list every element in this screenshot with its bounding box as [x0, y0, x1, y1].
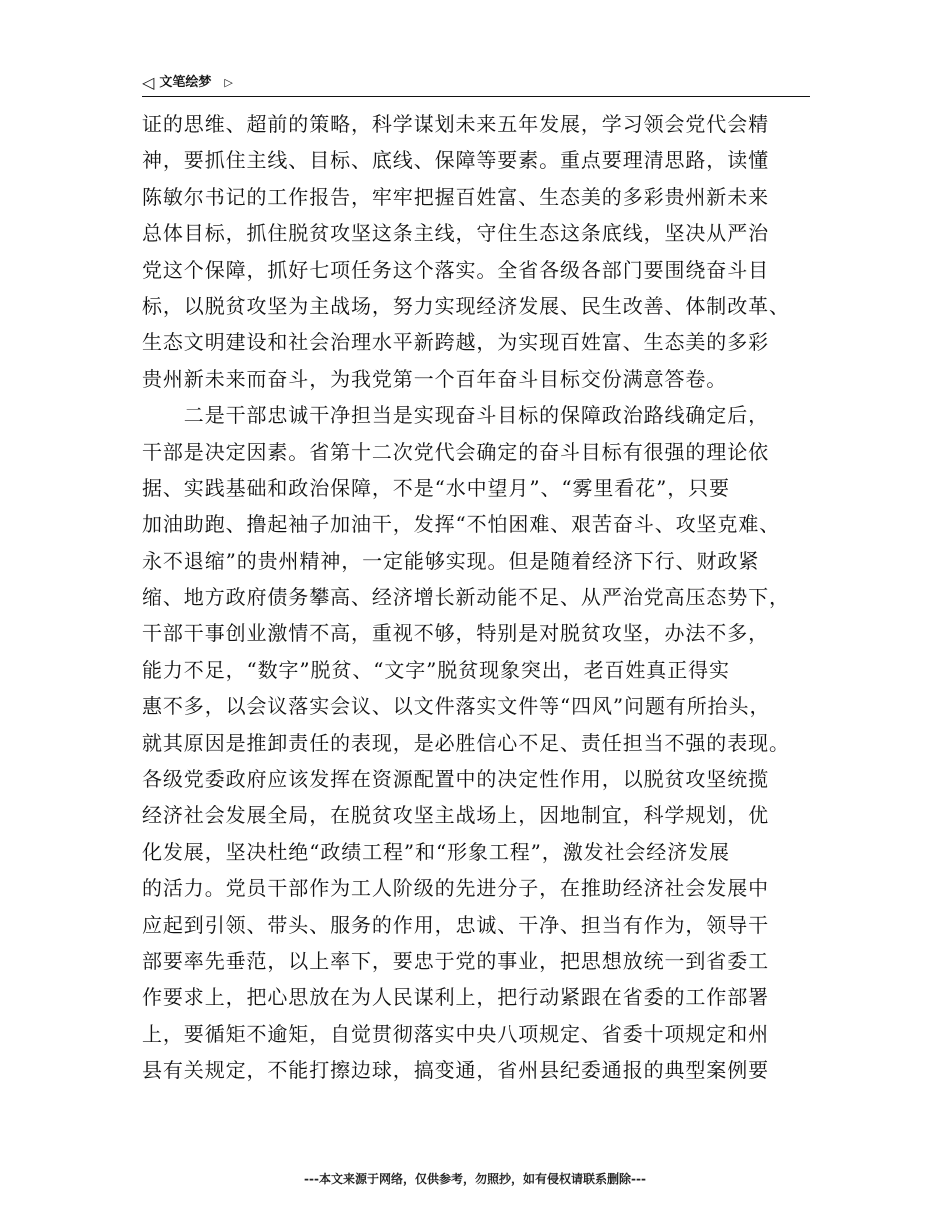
footer-disclaimer: ---本文来源于网络，仅供参考，勿照抄，如有侵权请联系删除--- [304, 1172, 646, 1186]
body-line: 的活力。党员干部作为工人阶级的先进分子，在推助经济社会发展中 [142, 876, 769, 901]
document-body [142, 106, 810, 1089]
body-line: 作要求上，把心思放在为人民谋利上，把行动紧跟在省委的工作部署 [142, 985, 769, 1010]
triangle-right-icon: ▷ [224, 76, 233, 89]
brand-name: 文笔绘梦 [159, 75, 212, 90]
body-line: 部要率先垂范，以上率下，要忠于党的事业，把思想放统一到省委工 [142, 948, 769, 973]
body-line: 缩、地方政府债务攀高、经济增长新动能不足、从严治党高压态势下， [142, 585, 790, 610]
body-line: 永不退缩”的贵州精神，一定能够实现。但是随着经济下行、财政紧 [142, 548, 760, 573]
triangle-left-icon: ◁ [142, 73, 155, 92]
body-line: 总体目标，抓住脱贫攻坚这条主线，守住生态这条底线，坚决从严治 [142, 221, 769, 246]
body-line: 干部干事创业激情不高，重视不够，特别是对脱贫攻坚，办法不多， [142, 621, 769, 646]
body-line: 县有关规定，不能打擦边球，搞变通，省州县纪委通报的典型案例要 [142, 1058, 769, 1083]
body-line: 各级党委政府应该发挥在资源配置中的决定性作用，以脱贫攻坚统揽 [142, 767, 769, 792]
body-line: 化发展，坚决杜绝“政绩工程”和“形象工程”，激发社会经济发展 [142, 839, 730, 864]
body-line: 上，要循矩不逾矩，自觉贯彻落实中央八项规定、省委十项规定和州 [142, 1021, 769, 1046]
body-line: 证的思维、超前的策略，科学谋划未来五年发展，学习领会党代会精 [142, 112, 769, 136]
body-line: 就其原因是推卸责任的表现，是必胜信心不足、责任担当不强的表现。 [142, 730, 790, 755]
body-line: 神，要抓住主线、目标、底线、保障等要素。重点要理清思路，读懂 [142, 148, 769, 173]
body-line: 二是干部忠诚干净担当是实现奋斗目标的保障政治路线确定后， [142, 403, 769, 428]
body-line: 据、实践基础和政治保障，不是“水中望月”、“雾里看花”，只要 [142, 475, 730, 500]
body-line: 党这个保障，抓好七项任务这个落实。全省各级各部门要围绕奋斗目 [142, 257, 769, 282]
brand [142, 72, 233, 94]
body-line: 应起到引领、带头、服务的作用，忠诚、干净、担当有作为，领导干 [142, 912, 769, 937]
body-line: 加油助跑、撸起袖子加油干，发挥“不怕困难、艰苦奋斗、攻坚克难、 [142, 512, 781, 537]
body-line: 生态文明建设和社会治理水平新跨越，为实现百姓富、生态美的多彩 [142, 330, 769, 355]
body-line: 贵州新未来而奋斗，为我党第一个百年奋斗目标交份满意答卷。 [142, 366, 728, 391]
body-line: 干部是决定因素。省第十二次党代会确定的奋斗目标有很强的理论依 [142, 439, 769, 464]
body-line: 惠不多，以会议落实会议、以文件落实文件等“四风”问题有所抬头， [142, 694, 771, 719]
page-header [142, 72, 810, 97]
body-line: 陈敏尔书记的工作报告，牢牢把握百姓富、生态美的多彩贵州新未来 [142, 184, 769, 209]
body-line: 能力不足，“数字”脱贫、“文字”脱贫现象突出，老百姓真正得实 [142, 657, 730, 682]
body-line: 标，以脱贫攻坚为主战场，努力实现经济发展、民生改善、体制改革、 [142, 293, 790, 318]
body-line: 经济社会发展全局，在脱贫攻坚主战场上，因地制宜，科学规划，优 [142, 803, 769, 828]
